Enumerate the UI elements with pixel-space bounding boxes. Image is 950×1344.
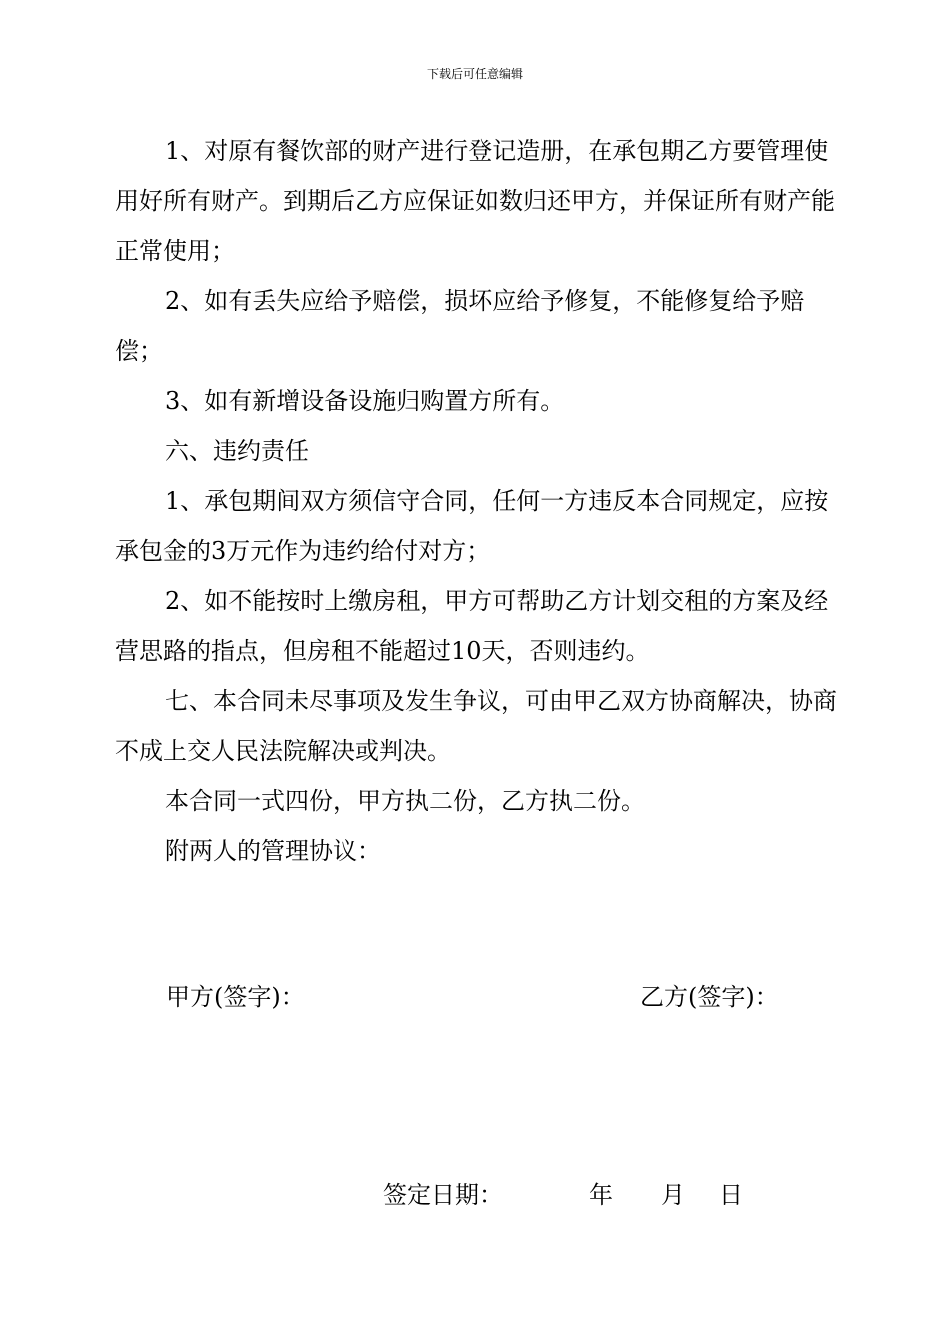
date-month-label: 月 bbox=[661, 1181, 685, 1209]
section-heading-breach: 六、违约责任 bbox=[165, 437, 309, 465]
clause-copies: 本合同一式四份，甲方执二份，乙方执二份。 bbox=[165, 787, 645, 815]
clause-property-registration: 1、对原有餐饮部的财产进行登记造册，在承包期乙方要管理使用好所有财产。到期后乙方应保证如数归还甲方，并保证所有财产能正常使用； bbox=[115, 137, 835, 265]
party-a-signature-label: 甲方(签字)： bbox=[166, 983, 305, 1011]
signing-date-row bbox=[383, 1173, 743, 1217]
clause-new-equipment: 3、如有新增设备设施归购置方所有。 bbox=[165, 387, 565, 415]
date-year-label: 年 bbox=[589, 1181, 613, 1209]
page-header: 下载后可任意编辑 bbox=[426, 67, 523, 81]
section-dispute-resolution: 七、本合同未尽事项及发生争议，可由甲乙双方协商解决，协商不成上交人民法院解决或判决。 bbox=[115, 687, 837, 765]
clause-attachment: 附两人的管理协议： bbox=[165, 837, 381, 865]
signing-date-label: 签定日期： bbox=[383, 1181, 503, 1209]
clause-breach-penalty: 1、承包期间双方须信守合同，任何一方违反本合同规定，应按承包金的3万元作为违约给付对方； bbox=[115, 487, 829, 565]
party-b-signature-label: 乙方(签字)： bbox=[640, 983, 779, 1011]
date-day-label: 日 bbox=[719, 1181, 743, 1209]
contract-body bbox=[115, 126, 837, 876]
clause-loss-compensation: 2、如有丢失应给予赔偿，损坏应给予修复，不能修复给予赔偿； bbox=[115, 287, 805, 365]
clause-rent-payment: 2、如不能按时上缴房租，甲方可帮助乙方计划交租的方案及经营思路的指点，但房租不能超过10天，否则违约。 bbox=[115, 587, 829, 665]
